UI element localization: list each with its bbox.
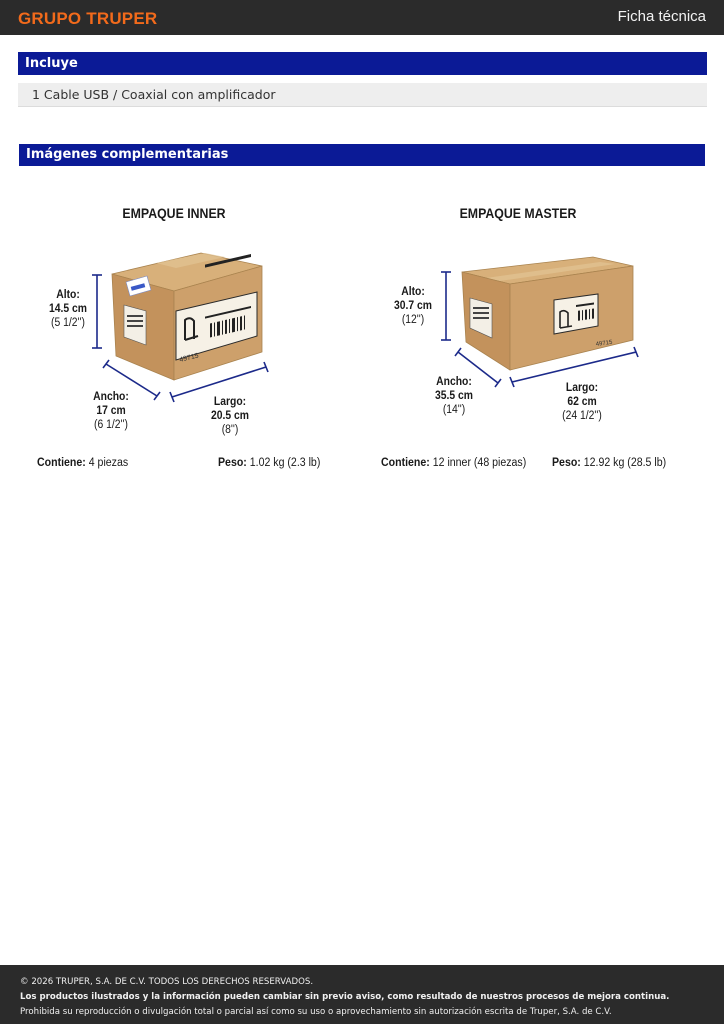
footer bbox=[0, 965, 724, 1024]
master-width-caption: Ancho: bbox=[436, 376, 472, 388]
inner-weight-value: 1.02 kg (2.3 lb) bbox=[249, 457, 321, 469]
master-height-metric: 30.7 cm bbox=[394, 300, 432, 312]
inner-weight-label: Peso: bbox=[218, 457, 247, 469]
inner-weight bbox=[218, 457, 320, 469]
master-contains-value: 12 inner (48 piezas) bbox=[432, 457, 527, 469]
inner-height-metric: 14.5 cm bbox=[49, 303, 87, 315]
footer-notice: Los productos ilustrados y la información pueden cambiar sin previo aviso, como resultado de nuestros procesos de mejora continua. bbox=[20, 992, 670, 1002]
inner-width-label bbox=[85, 390, 137, 432]
includes-header: Incluye bbox=[18, 52, 707, 75]
inner-contains bbox=[37, 457, 128, 469]
footer-copyright: © 2026 TRUPER, S.A. DE C.V. TODOS LOS DERECHOS RESERVADOS. bbox=[20, 977, 314, 987]
inner-height-imperial: (5 1/2'') bbox=[51, 317, 85, 329]
master-height-caption: Alto: bbox=[401, 286, 425, 298]
inner-package-title: EMPAQUE INNER bbox=[122, 205, 226, 221]
inner-length-label bbox=[204, 395, 256, 437]
inner-width-metric: 17 cm bbox=[96, 405, 126, 417]
master-contains-label: Contiene: bbox=[381, 457, 430, 469]
master-height-imperial: (12'') bbox=[401, 314, 425, 326]
inner-height-label bbox=[43, 288, 93, 330]
brand-logo: GRUPO TRUPER bbox=[18, 9, 158, 28]
inner-contains-label: Contiene: bbox=[37, 457, 86, 469]
master-weight-value: 12.92 kg (28.5 lb) bbox=[583, 457, 667, 469]
inner-box-image bbox=[112, 253, 262, 380]
master-box-image bbox=[462, 257, 633, 370]
master-width-imperial: (14'') bbox=[442, 404, 466, 416]
master-package-title: EMPAQUE MASTER bbox=[459, 205, 577, 221]
master-width-metric: 35.5 cm bbox=[435, 390, 473, 402]
complementary-images-header: Imágenes complementarias bbox=[19, 144, 705, 166]
document-type: Ficha técnica bbox=[617, 8, 706, 25]
inner-length-imperial: (8'') bbox=[221, 424, 239, 436]
master-weight-label: Peso: bbox=[552, 457, 581, 469]
master-length-imperial: (24 1/2'') bbox=[562, 410, 602, 422]
master-length-label bbox=[553, 381, 611, 423]
master-length-metric: 62 cm bbox=[567, 396, 597, 408]
master-width-label bbox=[427, 375, 481, 417]
inner-length-caption: Largo: bbox=[213, 396, 247, 408]
inner-width-caption: Ancho: bbox=[93, 391, 129, 403]
master-contains bbox=[381, 457, 526, 469]
master-box-code: 49715 bbox=[595, 339, 613, 348]
master-length-caption: Largo: bbox=[565, 382, 599, 394]
inner-length-metric: 20.5 cm bbox=[211, 410, 249, 422]
inner-width-imperial: (6 1/2'') bbox=[94, 419, 128, 431]
inner-box-code: 49715 bbox=[178, 352, 200, 364]
master-height-label bbox=[387, 285, 439, 327]
inner-contains-value: 4 piezas bbox=[88, 457, 129, 469]
inner-height-caption: Alto: bbox=[56, 289, 80, 301]
master-weight bbox=[552, 457, 666, 469]
footer-prohibition: Prohibida su reproducción o divulgación total o parcial así como su uso o aprovechamiento sin autorización escrita de Truper, S.A. de C.V. bbox=[20, 1007, 612, 1017]
includes-item: 1 Cable USB / Coaxial con amplificador bbox=[18, 83, 707, 107]
